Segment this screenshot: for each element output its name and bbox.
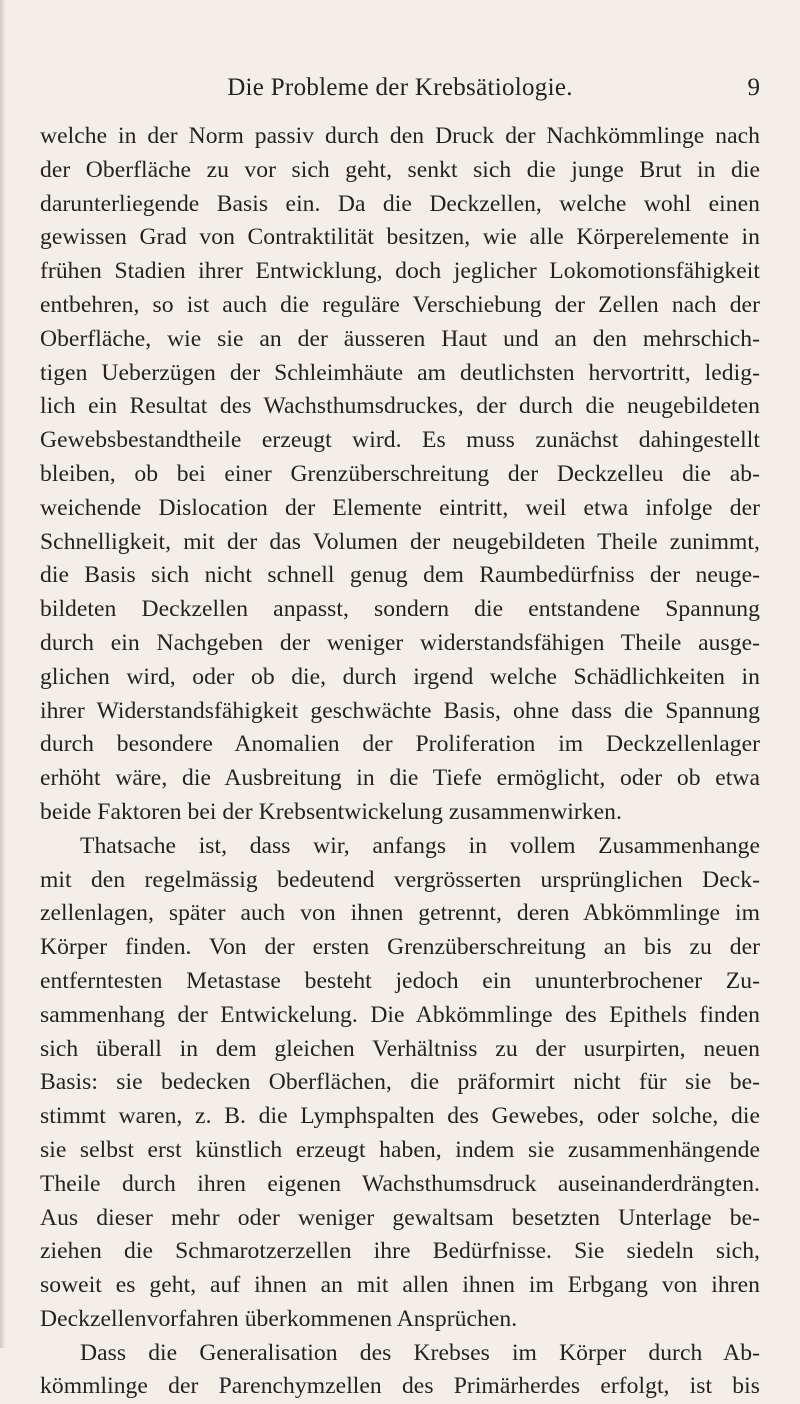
text-line: sammenhang der Entwickelung. Die Abkömmlinge des Epithels finden	[40, 1001, 760, 1028]
text-line: glichen wird, oder ob die, durch irgend welche Schädlichkeiten in	[40, 663, 760, 690]
text-line: erhöht wäre, die Ausbreitung in die Tiefe ermöglicht, oder ob etwa	[40, 765, 760, 792]
text-line: darunterliegende Basis ein. Da die Deckzellen, welche wohl einen	[40, 190, 760, 217]
text-line: lich ein Resultat des Wachsthumsdruckes, der durch die neugebildeten	[40, 393, 760, 420]
text-line: Gewebsbestandtheile erzeugt wird. Es muss zunächst dahingestellt	[40, 427, 760, 454]
text-line: Oberfläche, wie sie an der äusseren Haut und an den mehrschich-	[40, 325, 760, 352]
text-line: sich überall in dem gleichen Verhältniss zu der usurpirten, neuen	[40, 1035, 760, 1062]
text-line: welche in der Norm passiv durch den Druck der Nachkömmlinge nach	[40, 123, 760, 149]
running-title: Die Probleme der Krebsätiologie.	[227, 74, 573, 101]
text-line: der Oberfläche zu vor sich geht, senkt sich die junge Brut in die	[40, 156, 760, 183]
text-line: Schnelligkeit, mit der das Volumen der neugebildeten Theile zunimmt,	[40, 528, 760, 555]
text-line: stimmt waren, z. B. die Lymphspalten des Gewebes, oder solche, die	[40, 1103, 760, 1130]
text-line: kömmlinge der Parenchymzellen des Primärherdes erfolgt, ist bis	[40, 1373, 760, 1400]
text-line: bleiben, ob bei einer Grenzüberschreitung der Deckzelleu die ab-	[40, 460, 760, 487]
paragraph-start-line: Dass die Generalisation des Krebses im Körper durch Ab-	[80, 1339, 760, 1366]
text-line: Körper finden. Von der ersten Grenzüberschreitung an bis zu der	[40, 934, 760, 961]
text-line: ihrer Widerstandsfähigkeit geschwächte Basis, ohne dass die Spannung	[40, 697, 760, 724]
text-line: frühen Stadien ihrer Entwicklung, doch jeglicher Lokomotionsfähigkeit	[40, 258, 760, 285]
text-line: mit den regelmässig bedeutend vergrösserten ursprünglichen Deck-	[40, 866, 760, 893]
text-line: gewissen Grad von Contraktilität besitzen, wie alle Körperelemente in	[40, 224, 760, 251]
text-line: soweit es geht, auf ihnen an mit allen ihnen im Erbgang von ihren	[40, 1272, 760, 1299]
text-line: sie selbst erst künstlich erzeugt haben, indem sie zusammenhängende	[40, 1136, 760, 1163]
text-line: Basis: sie bedecken Oberflächen, die präformirt nicht für sie be-	[40, 1069, 760, 1096]
text-line: weichende Dislocation der Elemente eintritt, weil etwa infolge der	[40, 494, 760, 521]
text-line: durch ein Nachgeben der weniger widerstandsfähigen Theile ausge-	[40, 629, 760, 656]
page-number: 9	[747, 74, 760, 101]
text-line: bildeten Deckzellen anpasst, sondern die entstandene Spannung	[40, 596, 760, 623]
text-line: durch besondere Anomalien der Proliferation im Deckzellenlager	[40, 731, 760, 758]
body-text	[40, 120, 760, 1404]
page-edge-shadow	[0, 0, 6, 1348]
text-line: tigen Ueberzügen der Schleimhäute am deutlichsten hervortritt, ledig-	[40, 359, 760, 386]
text-line: Aus dieser mehr oder weniger gewaltsam besetzten Unterlage be-	[40, 1204, 760, 1231]
paragraph-end-line: Deckzellenvorfahren überkommenen Ansprüchen.	[40, 1305, 518, 1332]
text-line: ziehen die Schmarotzerzellen ihre Bedürfnisse. Sie siedeln sich,	[40, 1238, 760, 1265]
paragraph-start-line: Thatsache ist, dass wir, anfangs in vollem Zusammenhange	[80, 832, 760, 859]
text-line: Theile durch ihren eigenen Wachsthumsdruck auseinanderdrängten.	[40, 1170, 760, 1197]
text-line: entferntesten Metastase besteht jedoch ein ununterbrochener Zu-	[40, 967, 760, 994]
text-line: zellenlagen, später auch von ihnen getrennt, deren Abkömmlinge im	[40, 900, 760, 927]
page-header	[40, 74, 760, 110]
text-line: entbehren, so ist auch die reguläre Verschiebung der Zellen nach der	[40, 291, 760, 318]
paragraph-end-line: beide Faktoren bei der Krebsentwickelung zusammenwirken.	[40, 798, 622, 825]
text-line: die Basis sich nicht schnell genug dem Raumbedürfniss der neuge-	[40, 562, 760, 589]
